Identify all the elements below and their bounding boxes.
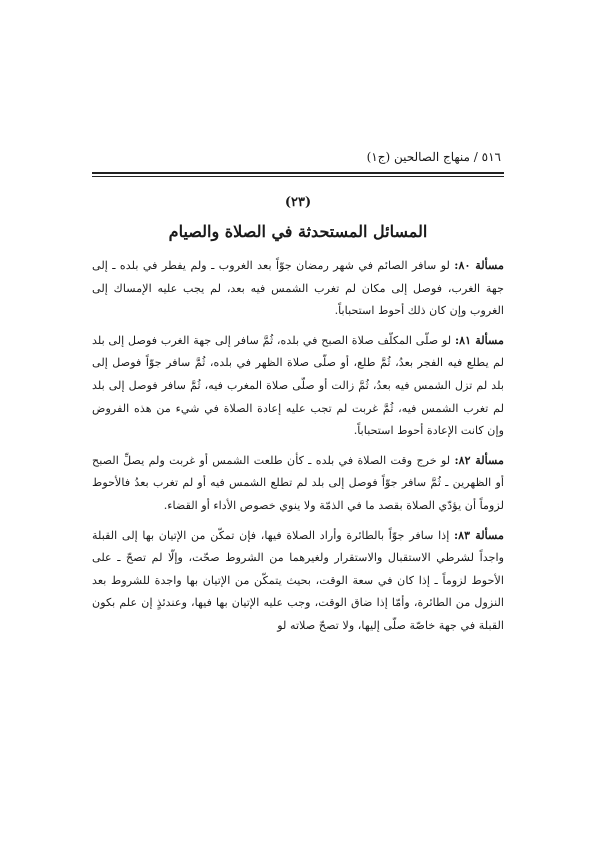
issue-text: لو صلّى المكلّف صلاة الصبح في بلده، ثُمَّ سافر إلى جهة الغرب فوصل إلى بلد لم يطلع فيه الفجر بعدُ، ثُمَّ طلع، أو صلّى صلاة الظهر في بلده، ثُمَّ سافر جوّاً فوصل إلى بلد لم تزل الشمس فيه بعدُ، ثُمَّ زالت أو صلّى صلاة المغرب فيه، ثُمَّ سافر فوصل إلى بلد لم تغرب الشمس فيه، ثُمَّ غربت لم تجب عليه إعادة الصلاة في شيء من هذه الفروض وإن كانت الإعادة أحوط استحباباً. bbox=[92, 333, 504, 438]
running-header: ٥١٦ / منهاج الصالحين (ج١) bbox=[366, 150, 501, 164]
issue-label: مسألة ٨٠: bbox=[454, 258, 504, 272]
paragraph-issue-82 bbox=[92, 449, 504, 518]
issue-text: لو سافر الصائم في شهر رمضان جوّاً بعد الغروب ـ ولم يفطر في بلده ـ إلى جهة الغرب، فوصل إلى مكان لم تغرب الشمس فيه بعد، لم يجب عليه الإمساك إلى الغروب وإن كان ذلك أحوط استحباباً. bbox=[92, 259, 504, 318]
paragraph-issue-80 bbox=[92, 254, 504, 323]
issue-text: إذا سافر جوّاً بالطائرة وأراد الصلاة فيها، فإن تمكّن من الإتيان بها إلى القبلة واجداً لشرطي الاستقبال والاستقرار ولغيرهما من الشروط صحّت، وإلّا لم تصحّ ـ على الأحوط لزوماً ـ إذا كان في سعة الوقت، بحيث يتمكّن من الإتيان بها واجدة للشروط بعد النزول من الطائرة، وأمّا إذا ضاق الوقت، وجب عليه الإتيان بها فيها، وعندئذٍ إن علم بكون القبلة في جهة خاصّة صلّى إليها، ولا تصحّ صلاته لو bbox=[92, 528, 504, 632]
paragraph-issue-83 bbox=[92, 524, 504, 638]
header-rule-secondary bbox=[92, 176, 504, 177]
body-text bbox=[92, 254, 504, 644]
issue-text: لو خرج وقت الصلاة في بلده ـ كأن طلعت الشمس أو غربت ولم يصلِّ الصبح أو الظهرين ـ ثُمَّ سافر جوّاً فوصل إلى بلد لم تطلع الشمس فيه أو لم تغرب بعدُ فالأحوط لزوماً أن يؤدّي الصلاة بقصد ما في الذمّة ولا ينوي خصوص الأداء أو القضاء. bbox=[92, 453, 504, 512]
paragraph-issue-81 bbox=[92, 329, 504, 443]
issue-label: مسألة ٨٣: bbox=[454, 527, 504, 542]
header-rule bbox=[92, 172, 504, 174]
issue-label: مسألة ٨٢: bbox=[454, 452, 505, 467]
chapter-title: المسائل المستحدثة في الصلاة والصيام bbox=[168, 222, 428, 241]
chapter-number: (٢٣) bbox=[284, 195, 312, 210]
issue-label: مسألة ٨١: bbox=[454, 332, 505, 347]
